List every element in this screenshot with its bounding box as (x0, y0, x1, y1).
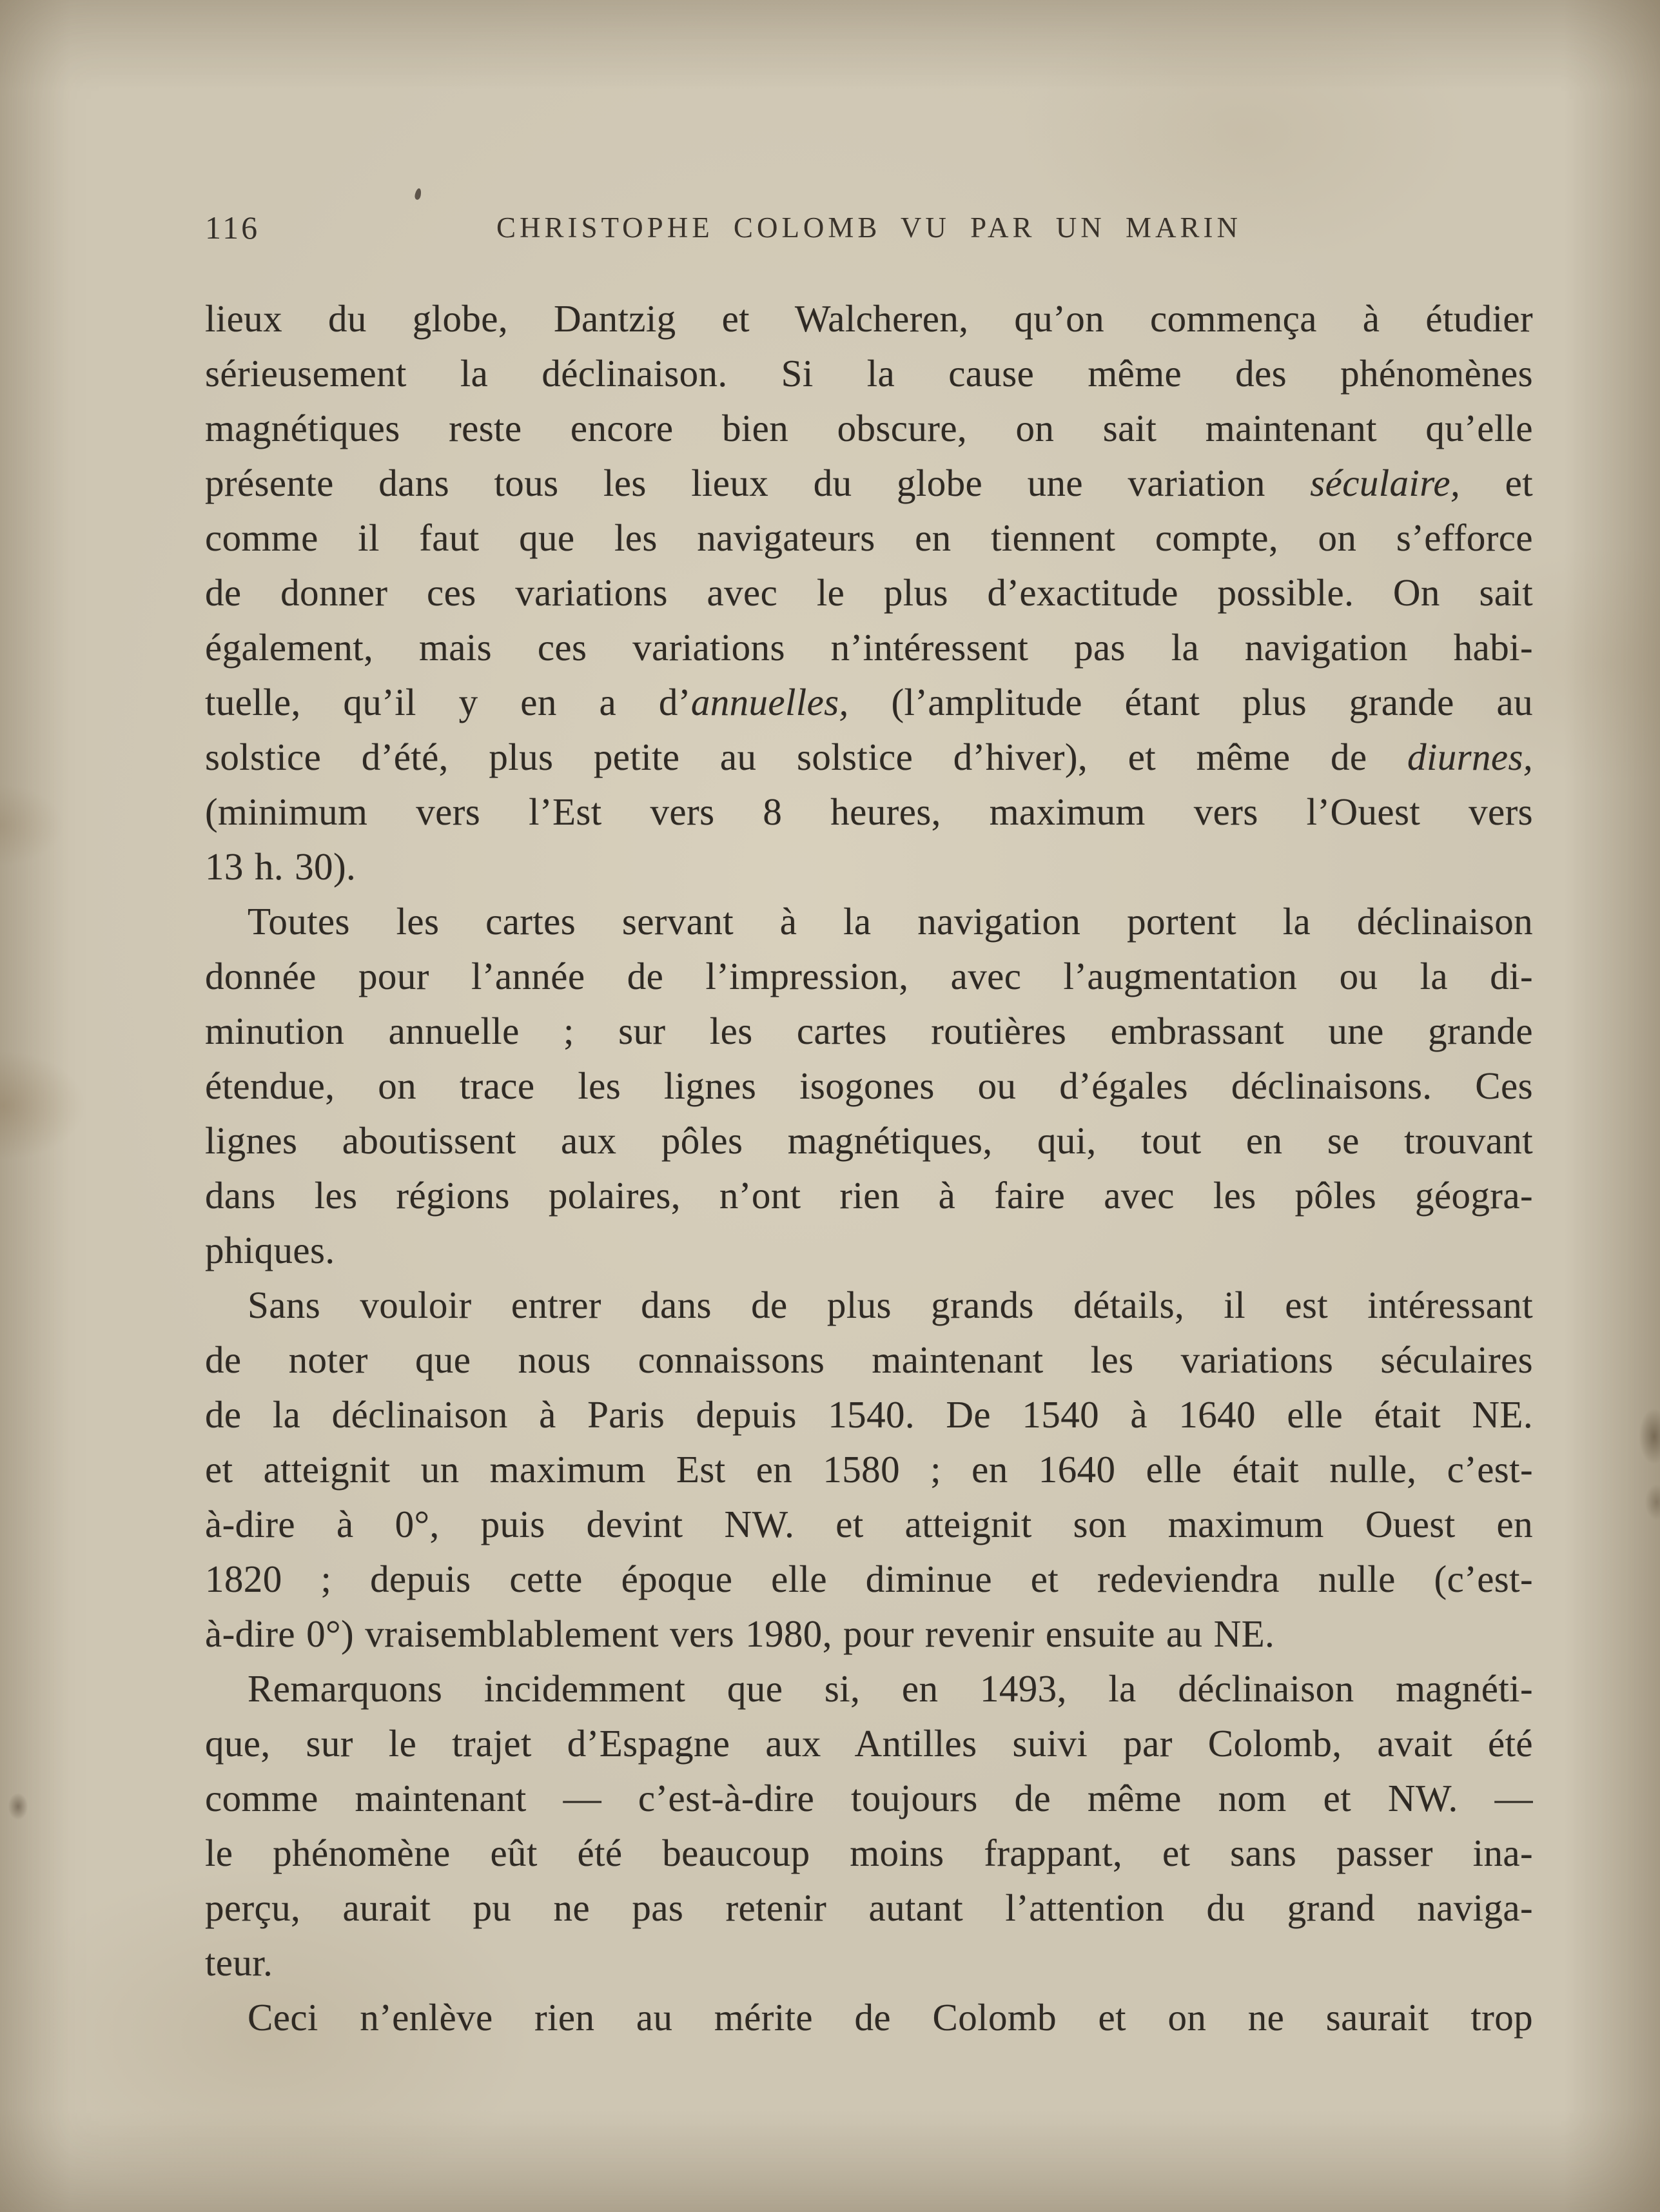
text-run: que, sur le trajet d’Espagne aux Antilles suivi par Colomb, avait été (205, 1722, 1533, 1765)
paragraph (205, 1278, 1533, 1661)
text-line (205, 1771, 1533, 1826)
text-run: minution annuelle ; sur les cartes routières embrassant une grande (205, 1010, 1533, 1052)
text-line (205, 1168, 1533, 1223)
text-run: solstice d’été, plus petite au solstice d’hiver), et même de (205, 736, 1408, 778)
page-header (205, 208, 1533, 248)
text-run: de la déclinaison à Paris depuis 1540. De 1540 à 1640 elle était NE. (205, 1393, 1533, 1436)
text-run: perçu, aurait pu ne pas retenir autant l’attention du grand naviga- (205, 1886, 1533, 1929)
running-title: CHRISTOPHE COLOMB VU PAR UN MARIN (496, 211, 1242, 244)
text-run: Remarquons incidemment que si, en 1493, la déclinaison magnéti- (248, 1667, 1533, 1710)
text-run: également, mais ces variations n’intéressent pas la navigation habi- (205, 626, 1533, 669)
text-run: comme il faut que les navigateurs en tiennent compte, on s’efforce (205, 516, 1533, 559)
text-run: et atteignit un maximum Est en 1580 ; en 1640 elle était nulle, c’est- (205, 1448, 1533, 1491)
text-line (205, 291, 1533, 346)
paragraph (205, 894, 1533, 1278)
text-line (205, 894, 1533, 949)
text-run: (l’amplitude étant plus grande au (848, 681, 1533, 723)
text-run: sérieusement la déclinaison. Si la cause même des phénomènes (205, 352, 1533, 395)
text-run: teur. (205, 1941, 273, 1984)
italic-text-run: séculaire, (1310, 462, 1461, 504)
text-run: à-dire à 0°, puis devint NW. et atteignit son maximum Ouest en (205, 1503, 1533, 1545)
text-line (205, 675, 1533, 730)
text-line (205, 1881, 1533, 1935)
text-line (205, 1990, 1533, 2045)
text-line (205, 346, 1533, 401)
text-run: (minimum vers l’Est vers 8 heures, maximum vers l’Ouest vers (205, 790, 1533, 833)
text-run: de noter que nous connaissons maintenant les variations séculaires (205, 1338, 1533, 1381)
text-run: et (1460, 462, 1533, 504)
text-line (205, 839, 1533, 894)
text-line (205, 456, 1533, 511)
text-line (205, 511, 1533, 565)
text-run: phiques. (205, 1229, 335, 1271)
text-run: le phénomène eût été beaucoup moins frappant, et sans passer ina- (205, 1832, 1533, 1874)
text-line (205, 620, 1533, 675)
paragraph (205, 1990, 1533, 2045)
text-line (205, 730, 1533, 785)
text-line (205, 1716, 1533, 1771)
page-body (205, 291, 1533, 2045)
italic-text-run: diurnes, (1407, 736, 1533, 778)
page-number: 116 (205, 210, 260, 246)
text-line (205, 1607, 1533, 1661)
text-run: magnétiques reste encore bien obscure, on sait maintenant qu’elle (205, 407, 1533, 449)
text-line (205, 1223, 1533, 1278)
text-line (205, 1113, 1533, 1168)
text-run: de donner ces variations avec le plus d’exactitude possible. On sait (205, 571, 1533, 614)
text-run: présente dans tous les lieux du globe une variation (205, 462, 1311, 504)
text-run: lignes aboutissent aux pôles magnétiques, qui, tout en se trouvant (205, 1119, 1533, 1162)
text-line (205, 1661, 1533, 1716)
text-line (205, 1497, 1533, 1552)
text-run: 1820 ; depuis cette époque elle diminue et redeviendra nulle (c’est- (205, 1558, 1533, 1600)
paragraph (205, 291, 1533, 894)
text-line (205, 785, 1533, 839)
text-run: donnée pour l’année de l’impression, avec l’augmentation ou la di- (205, 955, 1533, 997)
text-run: lieux du globe, Dantzig et Walcheren, qu’on commença à étudier (205, 297, 1533, 340)
text-line (205, 1278, 1533, 1333)
text-line (205, 1935, 1533, 1990)
text-run: tuelle, qu’il y en a d’ (205, 681, 691, 723)
text-run: comme maintenant — c’est-à-dire toujours de même nom et NW. — (205, 1777, 1533, 1819)
text-run: Sans vouloir entrer dans de plus grands détails, il est intéressant (248, 1284, 1533, 1326)
text-line (205, 1826, 1533, 1881)
text-run: 13 h. 30). (205, 845, 356, 888)
text-line (205, 401, 1533, 456)
text-line (205, 1387, 1533, 1442)
text-run: Toutes les cartes servant à la navigation portent la déclinaison (248, 900, 1533, 943)
italic-text-run: annuelles, (690, 681, 849, 723)
ink-speck-icon (414, 188, 422, 200)
text-line (205, 1552, 1533, 1607)
text-line (205, 565, 1533, 620)
text-run: dans les régions polaires, n’ont rien à faire avec les pôles géogra- (205, 1174, 1533, 1217)
text-run: Ceci n’enlève rien au mérite de Colomb et on ne saurait trop (248, 1996, 1533, 2039)
text-line (205, 1333, 1533, 1387)
text-line (205, 1004, 1533, 1059)
text-run: étendue, on trace les lignes isogones ou d’égales déclinaisons. Ces (205, 1064, 1533, 1107)
text-line (205, 949, 1533, 1004)
text-line (205, 1059, 1533, 1113)
text-run: à-dire 0°) vraisemblablement vers 1980, pour revenir ensuite au NE. (205, 1612, 1275, 1655)
text-line (205, 1442, 1533, 1497)
paragraph (205, 1661, 1533, 1990)
